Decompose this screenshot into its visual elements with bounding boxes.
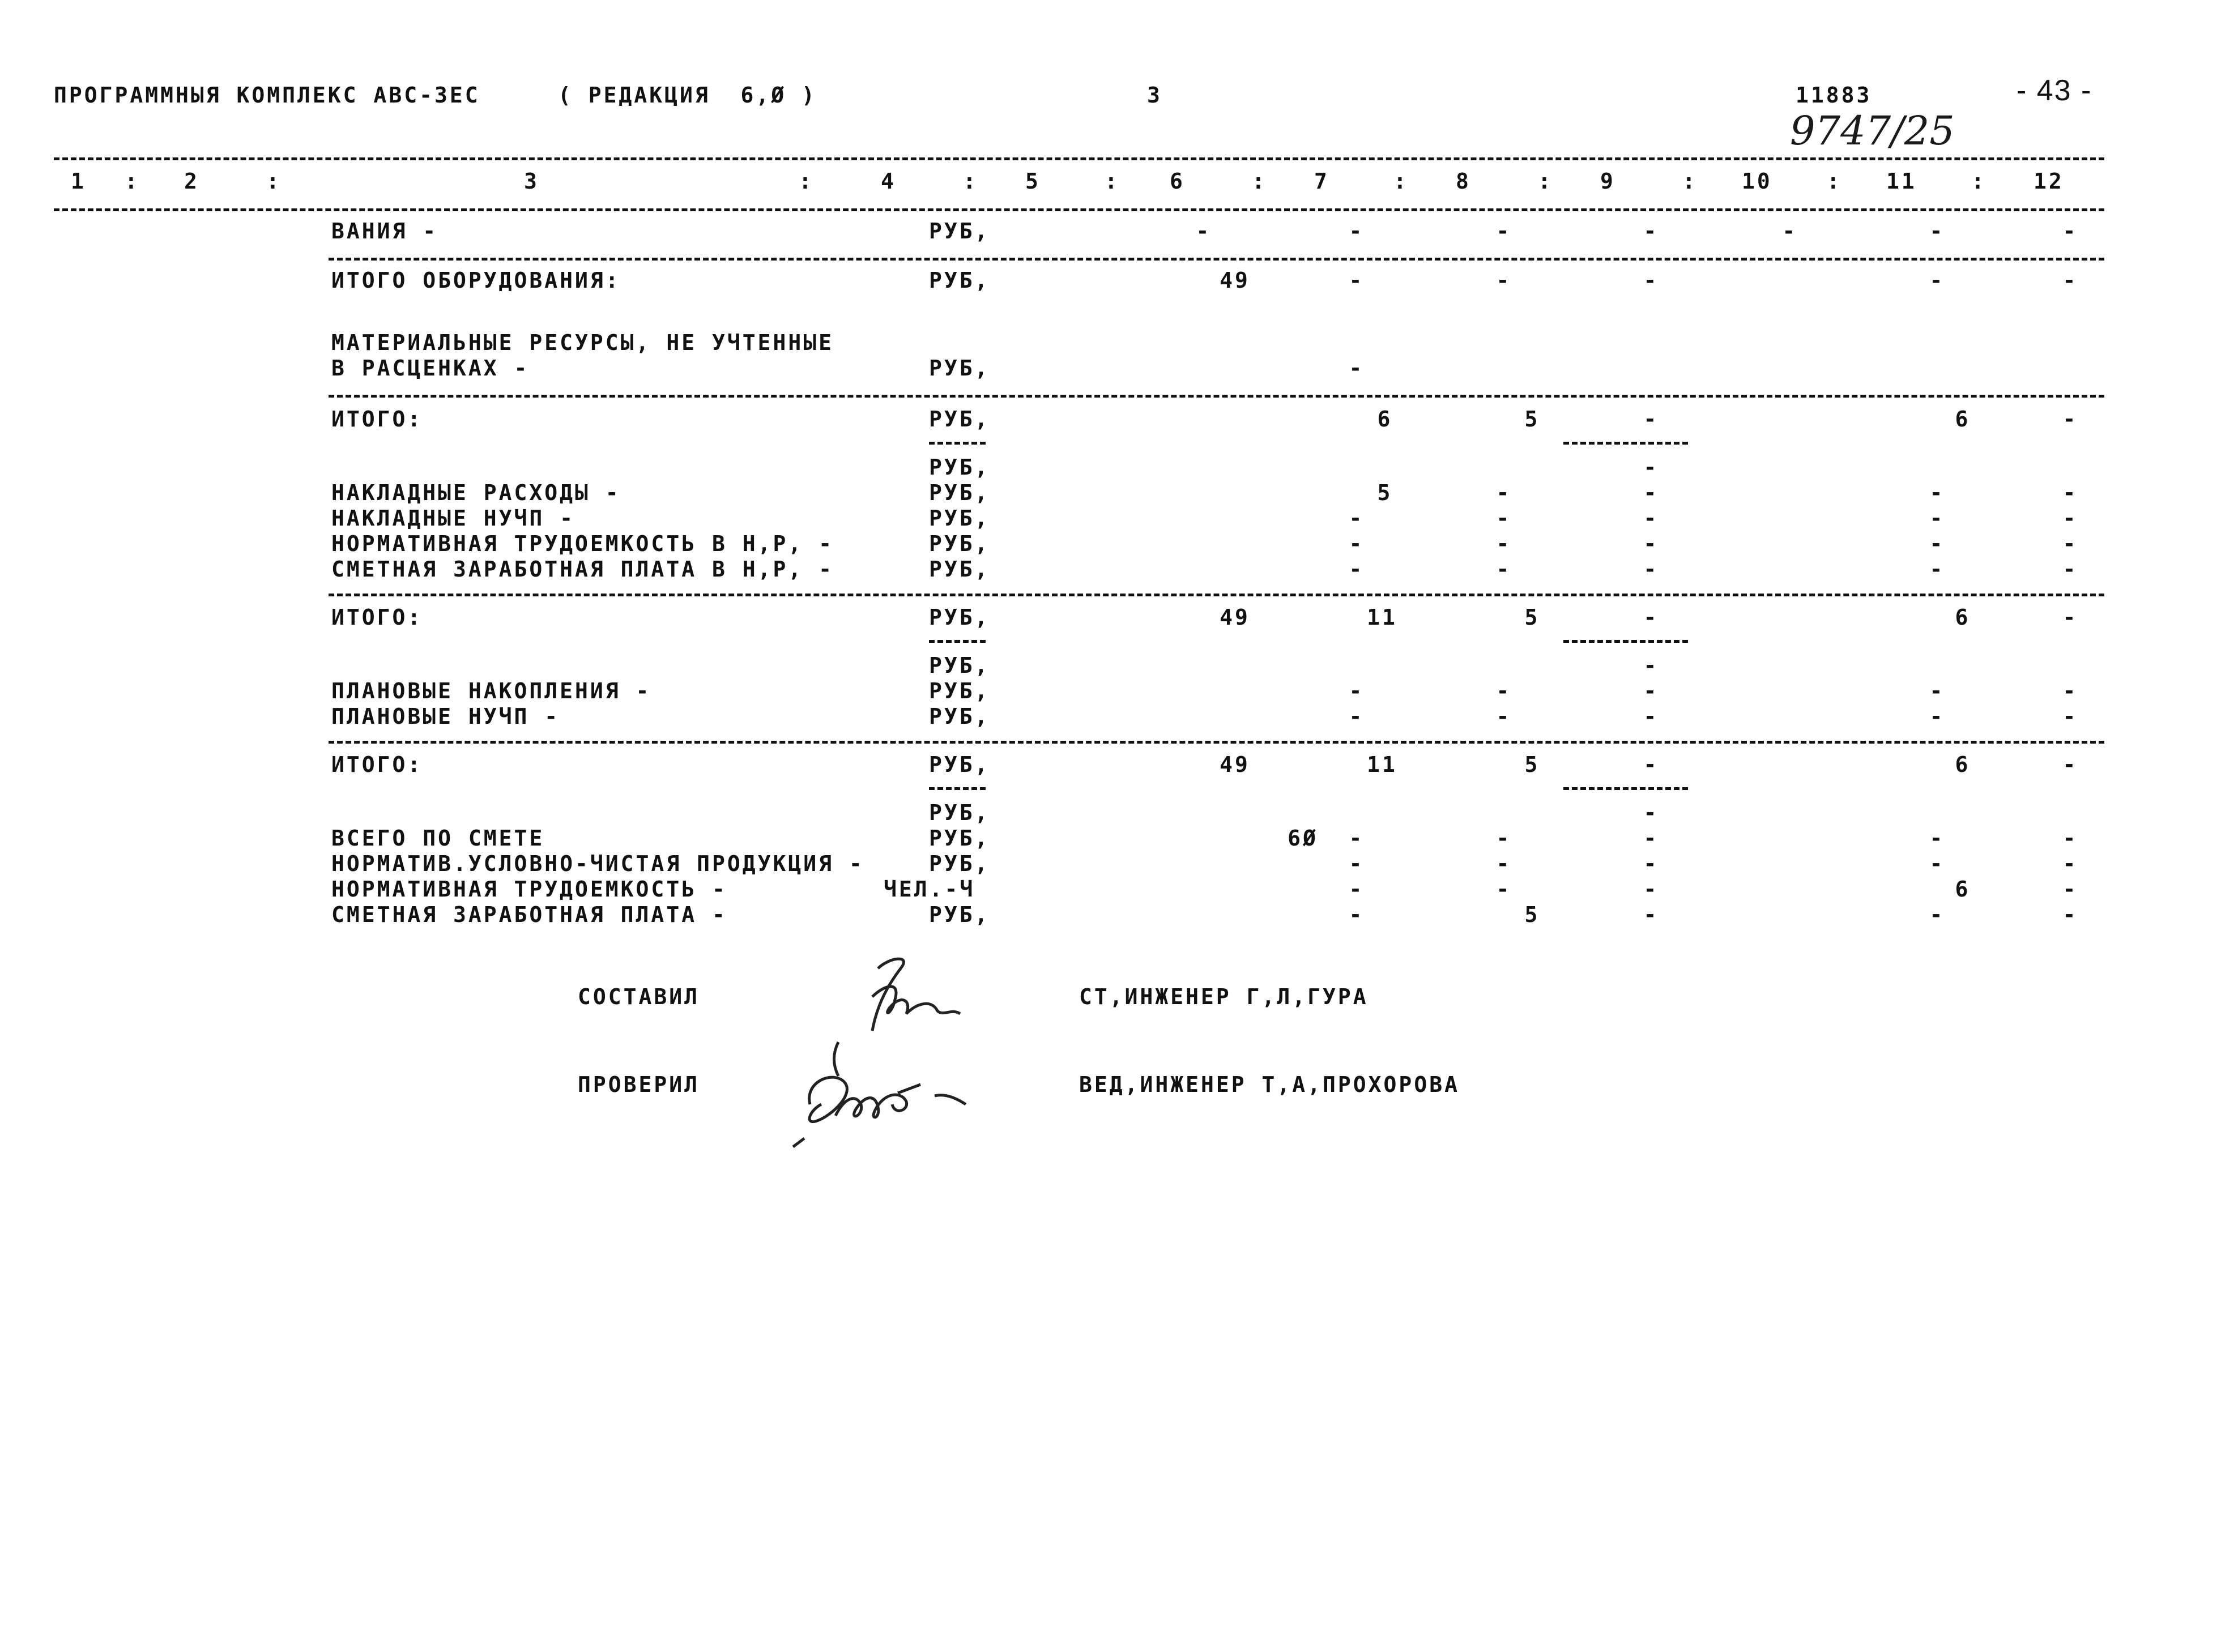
sub-rule bbox=[1563, 787, 1688, 790]
cell-c9: - bbox=[1643, 678, 1659, 703]
row-unit: РУБ, bbox=[929, 506, 990, 531]
document-code: 11883 bbox=[1796, 83, 1872, 108]
cell-c9: - bbox=[1643, 268, 1659, 293]
col-sep: : bbox=[1393, 169, 1409, 194]
cell-c12: - bbox=[2062, 605, 2078, 630]
row-rule bbox=[329, 741, 2104, 744]
cell-c7: - bbox=[1349, 268, 1365, 293]
cell-c9: - bbox=[1643, 455, 1659, 480]
cell-c12: - bbox=[2062, 678, 2078, 703]
edition-label: ( РЕДАКЦИЯ 6,Ø ) bbox=[558, 83, 817, 108]
checked-by-name: ВЕД,ИНЖЕНЕР Т,А,ПРОХОРОВА bbox=[1079, 1072, 1460, 1097]
row-label: МАТЕРИАЛЬНЫЕ РЕСУРСЫ, НЕ УЧТЕННЫЕ bbox=[331, 330, 834, 355]
cell-c11: - bbox=[1929, 826, 1945, 851]
checked-by-label: ПРОВЕРИЛ bbox=[578, 1072, 700, 1097]
col-sep: : bbox=[1252, 169, 1267, 194]
cell-c12: - bbox=[2062, 531, 2078, 556]
row-label: НАКЛАДНЫЕ НУЧП - bbox=[331, 506, 576, 531]
cell-c9: - bbox=[1643, 407, 1659, 432]
row-unit: РУБ, bbox=[929, 752, 990, 777]
cell-c12: - bbox=[2062, 557, 2078, 582]
cell-total-estimate: 6Ø bbox=[1288, 826, 1318, 851]
row-unit: РУБ, bbox=[929, 531, 990, 556]
cell-c9: - bbox=[1643, 531, 1659, 556]
cell-c11: - bbox=[1929, 704, 1945, 729]
cell-c9: - bbox=[1643, 605, 1659, 630]
sub-rule bbox=[1563, 640, 1688, 643]
cell-c8: - bbox=[1496, 506, 1512, 531]
cell-c7: - bbox=[1349, 557, 1365, 582]
cell-c12: - bbox=[2062, 480, 2078, 505]
cell-c8: - bbox=[1496, 219, 1512, 244]
col-sep: : bbox=[1105, 169, 1120, 194]
row-unit: РУБ, bbox=[929, 653, 990, 678]
sub-rule bbox=[929, 442, 986, 445]
cell-c7: - bbox=[1349, 826, 1365, 851]
row-rule bbox=[329, 258, 2104, 261]
row-unit: РУБ, bbox=[929, 678, 990, 703]
cell-c11: - bbox=[1929, 219, 1945, 244]
col-12: 12 bbox=[2034, 169, 2064, 194]
cell-c11: 6 bbox=[1955, 877, 1971, 902]
cell-c9: - bbox=[1643, 752, 1659, 777]
cell-c8: 5 bbox=[1524, 902, 1540, 927]
cell-c9: - bbox=[1643, 851, 1659, 876]
row-unit: РУБ, bbox=[929, 407, 990, 432]
cell-c12: - bbox=[2062, 851, 2078, 876]
cell-c7: - bbox=[1349, 851, 1365, 876]
row-label: НОРМАТИВ.УСЛОВНО-ЧИСТАЯ ПРОДУКЦИЯ - bbox=[331, 851, 864, 876]
row-label-cont: В РАСЦЕНКАХ - bbox=[331, 356, 530, 381]
cell-c8: - bbox=[1496, 480, 1512, 505]
cell-c12: - bbox=[2062, 826, 2078, 851]
row-label: НОРМАТИВНАЯ ТРУДОЕМКОСТЬ В Н,Р, - bbox=[331, 531, 834, 556]
col-sep: : bbox=[1538, 169, 1553, 194]
col-sep: : bbox=[1971, 169, 1986, 194]
cell-c8: 5 bbox=[1524, 407, 1540, 432]
cell-c6: 49 bbox=[1220, 752, 1250, 777]
signature-gura bbox=[838, 946, 986, 1042]
cell-c12: - bbox=[2062, 704, 2078, 729]
row-label: ИТОГО ОБОРУДОВАНИЯ: bbox=[331, 268, 621, 293]
row-label: ВСЕГО ПО СМЕТЕ bbox=[331, 826, 545, 851]
cell-c9: - bbox=[1643, 506, 1659, 531]
cell-c9: - bbox=[1643, 219, 1659, 244]
cell-c9: - bbox=[1643, 826, 1659, 851]
cell-c12: - bbox=[2062, 902, 2078, 927]
header-rule-top bbox=[54, 157, 2104, 160]
cell-c8: - bbox=[1496, 678, 1512, 703]
cell-c12: - bbox=[2062, 877, 2078, 902]
cell-c7: - bbox=[1349, 219, 1365, 244]
row-unit: ЧЕЛ.-Ч bbox=[884, 877, 975, 902]
row-unit: РУБ, bbox=[929, 455, 990, 480]
cell-c7: - bbox=[1349, 506, 1365, 531]
cell-c12: - bbox=[2062, 219, 2078, 244]
cell-c9: - bbox=[1643, 902, 1659, 927]
cell-c11: - bbox=[1929, 480, 1945, 505]
row-unit: РУБ, bbox=[929, 826, 990, 851]
header-rule-bottom bbox=[54, 208, 2104, 211]
row-label: ПЛАНОВЫЕ НУЧП - bbox=[331, 704, 560, 729]
cell-c11: - bbox=[1929, 268, 1945, 293]
row-unit: РУБ, bbox=[929, 219, 990, 244]
col-11: 11 bbox=[1886, 169, 1917, 194]
col-8: 8 bbox=[1456, 169, 1471, 194]
cell-c11: 6 bbox=[1955, 407, 1971, 432]
handwritten-reference: 9747/25 bbox=[1790, 108, 1955, 154]
cell-c12: - bbox=[2062, 268, 2078, 293]
cell-c12: - bbox=[2062, 407, 2078, 432]
compiled-by-label: СОСТАВИЛ bbox=[578, 984, 700, 1009]
cell-c8: - bbox=[1496, 268, 1512, 293]
sub-rule bbox=[929, 640, 986, 643]
cell-c12: - bbox=[2062, 752, 2078, 777]
row-label: СМЕТНАЯ ЗАРАБОТНАЯ ПЛАТА - bbox=[331, 902, 727, 927]
row-label: НОРМАТИВНАЯ ТРУДОЕМКОСТЬ - bbox=[331, 877, 727, 902]
cell-c7: 5 bbox=[1377, 480, 1393, 505]
col-2: 2 bbox=[184, 169, 199, 194]
cell-c11: - bbox=[1929, 851, 1945, 876]
cell-c11: - bbox=[1929, 506, 1945, 531]
col-4: 4 bbox=[881, 169, 896, 194]
cell-c8: - bbox=[1496, 826, 1512, 851]
cell-c9: - bbox=[1643, 653, 1659, 678]
col-1: 1 bbox=[71, 169, 86, 194]
col-6: 6 bbox=[1170, 169, 1185, 194]
cell-c6: 49 bbox=[1220, 605, 1250, 630]
col-sep: : bbox=[125, 169, 140, 194]
compiled-by-name: СТ,ИНЖЕНЕР Г,Л,ГУРА bbox=[1079, 984, 1369, 1009]
cell-c8: - bbox=[1496, 851, 1512, 876]
cell-c11: 6 bbox=[1955, 605, 1971, 630]
row-label: ИТОГО: bbox=[331, 407, 423, 432]
cell-c9: - bbox=[1643, 557, 1659, 582]
cell-c11: - bbox=[1929, 678, 1945, 703]
cell-c11: - bbox=[1929, 557, 1945, 582]
col-10: 10 bbox=[1742, 169, 1772, 194]
cell-c7: - bbox=[1349, 877, 1365, 902]
col-3: 3 bbox=[524, 169, 539, 194]
sheet-number: 3 bbox=[1147, 83, 1162, 108]
col-9: 9 bbox=[1600, 169, 1615, 194]
col-sep: : bbox=[1827, 169, 1842, 194]
cell-c11: - bbox=[1929, 902, 1945, 927]
row-unit: РУБ, bbox=[929, 605, 990, 630]
row-unit: РУБ, bbox=[929, 800, 990, 825]
sub-rule bbox=[1563, 442, 1688, 445]
row-unit: РУБ, bbox=[929, 557, 990, 582]
col-7: 7 bbox=[1314, 169, 1329, 194]
cell-c7: - bbox=[1349, 678, 1365, 703]
row-label: ИТОГО: bbox=[331, 752, 423, 777]
row-rule bbox=[329, 594, 2104, 596]
col-5: 5 bbox=[1025, 169, 1041, 194]
row-unit: РУБ, bbox=[929, 356, 990, 381]
row-unit: РУБ, bbox=[929, 704, 990, 729]
row-unit: РУБ, bbox=[929, 902, 990, 927]
col-sep: : bbox=[963, 169, 978, 194]
row-label: ВАНИЯ - bbox=[331, 219, 438, 244]
row-label: НАКЛАДНЫЕ РАСХОДЫ - bbox=[331, 480, 621, 505]
cell-c8: - bbox=[1496, 704, 1512, 729]
program-title: ПРОГРАММНЫЯ КОМПЛЕКС АВС-3ЕС bbox=[54, 83, 480, 108]
cell-c11: - bbox=[1929, 531, 1945, 556]
row-unit: РУБ, bbox=[929, 480, 990, 505]
row-label: ПЛАНОВЫЕ НАКОПЛЕНИЯ - bbox=[331, 678, 651, 703]
cell-c12: - bbox=[2062, 506, 2078, 531]
row-rule bbox=[329, 395, 2104, 398]
cell-c7: - bbox=[1349, 356, 1365, 381]
page-number: - 43 - bbox=[2017, 74, 2092, 107]
col-sep: : bbox=[266, 169, 282, 194]
cell-c8: - bbox=[1496, 531, 1512, 556]
cell-c7: - bbox=[1349, 704, 1365, 729]
cell-c8: 5 bbox=[1524, 605, 1540, 630]
cell-c9: - bbox=[1643, 704, 1659, 729]
col-sep: : bbox=[1682, 169, 1698, 194]
cell-c11: 6 bbox=[1955, 752, 1971, 777]
row-unit: РУБ, bbox=[929, 268, 990, 293]
sub-rule bbox=[929, 787, 986, 790]
cell-c9: - bbox=[1643, 800, 1659, 825]
cell-c9: - bbox=[1643, 480, 1659, 505]
cell-c7: 6 bbox=[1377, 407, 1393, 432]
cell-c9: - bbox=[1643, 877, 1659, 902]
cell-c6: - bbox=[1196, 219, 1212, 244]
col-sep: : bbox=[799, 169, 814, 194]
cell-c7: 11 bbox=[1367, 752, 1397, 777]
cell-c7: - bbox=[1349, 531, 1365, 556]
cell-c6: 49 bbox=[1220, 268, 1250, 293]
cell-c7: 11 bbox=[1367, 605, 1397, 630]
signature-prokhorova bbox=[770, 1031, 997, 1161]
cell-c8: - bbox=[1496, 557, 1512, 582]
row-unit: РУБ, bbox=[929, 851, 990, 876]
cell-c10: - bbox=[1782, 219, 1798, 244]
cell-c8: 5 bbox=[1524, 752, 1540, 777]
row-label: СМЕТНАЯ ЗАРАБОТНАЯ ПЛАТА В Н,Р, - bbox=[331, 557, 834, 582]
cell-c8: - bbox=[1496, 877, 1512, 902]
row-label: ИТОГО: bbox=[331, 605, 423, 630]
cell-c7: - bbox=[1349, 902, 1365, 927]
